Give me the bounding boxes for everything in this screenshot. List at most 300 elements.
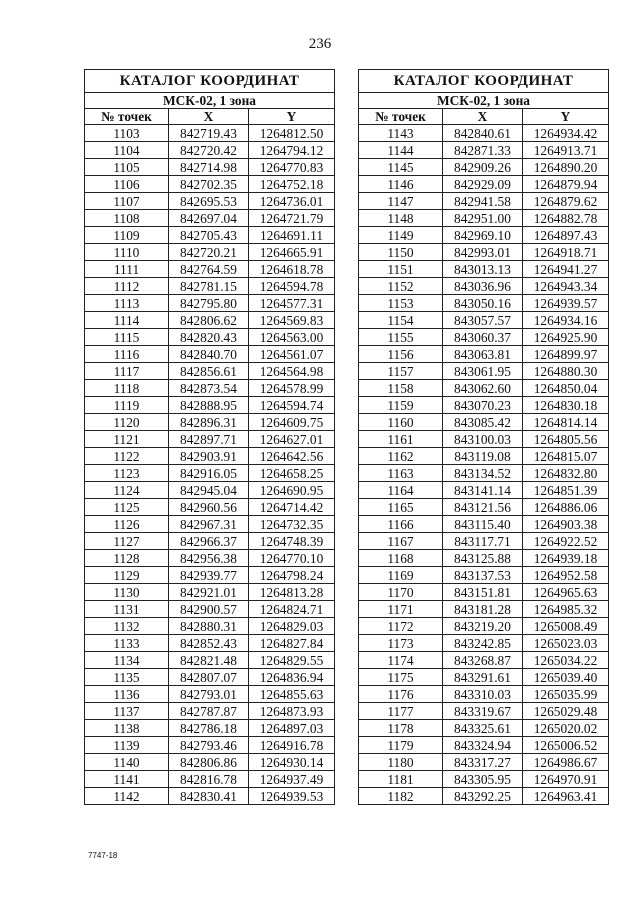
y-coordinate-cell: 1264714.42 <box>249 499 335 516</box>
x-coordinate-cell: 842695.53 <box>169 193 249 210</box>
point-number-cell: 1118 <box>85 380 169 397</box>
table-row <box>359 448 609 465</box>
table-row <box>359 295 609 312</box>
point-number-cell: 1119 <box>85 397 169 414</box>
point-number-cell: 1125 <box>85 499 169 516</box>
x-coordinate-cell: 843319.67 <box>443 703 523 720</box>
point-number-cell: 1173 <box>359 635 443 652</box>
y-coordinate-cell: 1264577.31 <box>249 295 335 312</box>
point-number-cell: 1175 <box>359 669 443 686</box>
table-row <box>85 295 335 312</box>
x-coordinate-cell: 843317.27 <box>443 754 523 771</box>
table-row <box>85 601 335 618</box>
table-title: КАТАЛОГ КООРДИНАТ <box>359 70 609 93</box>
x-coordinate-cell: 842916.05 <box>169 465 249 482</box>
table-row <box>85 261 335 278</box>
y-coordinate-cell: 1264941.27 <box>523 261 609 278</box>
point-number-cell: 1146 <box>359 176 443 193</box>
y-coordinate-cell: 1264970.91 <box>523 771 609 788</box>
x-coordinate-cell: 843119.08 <box>443 448 523 465</box>
column-header-point-number: № точек <box>85 109 169 125</box>
y-coordinate-cell: 1264609.75 <box>249 414 335 431</box>
x-coordinate-cell: 842909.26 <box>443 159 523 176</box>
table-row <box>85 414 335 431</box>
y-coordinate-cell: 1264886.06 <box>523 499 609 516</box>
point-number-cell: 1132 <box>85 618 169 635</box>
table-row <box>85 227 335 244</box>
x-coordinate-cell: 842897.71 <box>169 431 249 448</box>
point-number-cell: 1172 <box>359 618 443 635</box>
table-row <box>85 312 335 329</box>
x-coordinate-cell: 843070.23 <box>443 397 523 414</box>
x-coordinate-cell: 842806.62 <box>169 312 249 329</box>
point-number-cell: 1171 <box>359 601 443 618</box>
y-coordinate-cell: 1264879.94 <box>523 176 609 193</box>
x-coordinate-cell: 842956.38 <box>169 550 249 567</box>
x-coordinate-cell: 843125.88 <box>443 550 523 567</box>
table-row <box>85 329 335 346</box>
y-coordinate-cell: 1264830.18 <box>523 397 609 414</box>
table-row <box>359 686 609 703</box>
column-header-x: X <box>169 109 249 125</box>
y-coordinate-cell: 1264578.99 <box>249 380 335 397</box>
point-number-cell: 1170 <box>359 584 443 601</box>
table-row <box>85 720 335 737</box>
x-coordinate-cell: 842880.31 <box>169 618 249 635</box>
y-coordinate-cell: 1264985.32 <box>523 601 609 618</box>
table-row <box>85 278 335 295</box>
point-number-cell: 1104 <box>85 142 169 159</box>
point-number-cell: 1147 <box>359 193 443 210</box>
table-row <box>359 720 609 737</box>
x-coordinate-cell: 842921.01 <box>169 584 249 601</box>
x-coordinate-cell: 842781.15 <box>169 278 249 295</box>
y-coordinate-cell: 1264943.34 <box>523 278 609 295</box>
point-number-cell: 1180 <box>359 754 443 771</box>
table-row <box>85 567 335 584</box>
point-number-cell: 1133 <box>85 635 169 652</box>
x-coordinate-cell: 842697.04 <box>169 210 249 227</box>
y-coordinate-cell: 1264798.24 <box>249 567 335 584</box>
table-row <box>359 533 609 550</box>
point-number-cell: 1164 <box>359 482 443 499</box>
coordinate-catalog-table-right <box>358 69 609 805</box>
x-coordinate-cell: 843121.56 <box>443 499 523 516</box>
table-row <box>85 363 335 380</box>
table-row <box>359 635 609 652</box>
point-number-cell: 1127 <box>85 533 169 550</box>
table-row <box>359 142 609 159</box>
x-coordinate-cell: 842719.43 <box>169 125 249 142</box>
table-row <box>85 210 335 227</box>
y-coordinate-cell: 1264569.83 <box>249 312 335 329</box>
point-number-cell: 1166 <box>359 516 443 533</box>
x-coordinate-cell: 843141.14 <box>443 482 523 499</box>
x-coordinate-cell: 843310.03 <box>443 686 523 703</box>
point-number-cell: 1145 <box>359 159 443 176</box>
y-coordinate-cell: 1264930.14 <box>249 754 335 771</box>
x-coordinate-cell: 843060.37 <box>443 329 523 346</box>
y-coordinate-cell: 1264873.93 <box>249 703 335 720</box>
x-coordinate-cell: 843050.16 <box>443 295 523 312</box>
x-coordinate-cell: 843325.61 <box>443 720 523 737</box>
x-coordinate-cell: 843061.95 <box>443 363 523 380</box>
point-number-cell: 1139 <box>85 737 169 754</box>
x-coordinate-cell: 842896.31 <box>169 414 249 431</box>
table-row <box>85 142 335 159</box>
table-row <box>85 482 335 499</box>
point-number-cell: 1111 <box>85 261 169 278</box>
y-coordinate-cell: 1264897.03 <box>249 720 335 737</box>
table-body <box>85 125 335 805</box>
table-title: КАТАЛОГ КООРДИНАТ <box>85 70 335 93</box>
y-coordinate-cell: 1265020.02 <box>523 720 609 737</box>
table-row <box>85 652 335 669</box>
y-coordinate-cell: 1264939.57 <box>523 295 609 312</box>
x-coordinate-cell: 843324.94 <box>443 737 523 754</box>
x-coordinate-cell: 843291.61 <box>443 669 523 686</box>
table-row <box>85 635 335 652</box>
x-coordinate-cell: 842903.91 <box>169 448 249 465</box>
point-number-cell: 1112 <box>85 278 169 295</box>
column-header-point-number: № точек <box>359 109 443 125</box>
y-coordinate-cell: 1264986.67 <box>523 754 609 771</box>
y-coordinate-cell: 1264916.78 <box>249 737 335 754</box>
x-coordinate-cell: 843117.71 <box>443 533 523 550</box>
y-coordinate-cell: 1264913.71 <box>523 142 609 159</box>
y-coordinate-cell: 1264882.78 <box>523 210 609 227</box>
y-coordinate-cell: 1264918.71 <box>523 244 609 261</box>
y-coordinate-cell: 1264963.41 <box>523 788 609 805</box>
table-body <box>359 125 609 805</box>
y-coordinate-cell: 1264618.78 <box>249 261 335 278</box>
x-coordinate-cell: 842786.18 <box>169 720 249 737</box>
table-row <box>359 669 609 686</box>
point-number-cell: 1134 <box>85 652 169 669</box>
table-row <box>85 771 335 788</box>
x-coordinate-cell: 843085.42 <box>443 414 523 431</box>
table-row <box>359 210 609 227</box>
point-number-cell: 1168 <box>359 550 443 567</box>
table-row <box>85 465 335 482</box>
point-number-cell: 1107 <box>85 193 169 210</box>
point-number-cell: 1174 <box>359 652 443 669</box>
table-row <box>85 431 335 448</box>
y-coordinate-cell: 1264627.01 <box>249 431 335 448</box>
x-coordinate-cell: 842888.95 <box>169 397 249 414</box>
x-coordinate-cell: 842960.56 <box>169 499 249 516</box>
document-code: 7747-18 <box>88 851 118 860</box>
x-coordinate-cell: 842967.31 <box>169 516 249 533</box>
point-number-cell: 1149 <box>359 227 443 244</box>
x-coordinate-cell: 842941.58 <box>443 193 523 210</box>
x-coordinate-cell: 842871.33 <box>443 142 523 159</box>
x-coordinate-cell: 843219.20 <box>443 618 523 635</box>
y-coordinate-cell: 1264903.38 <box>523 516 609 533</box>
x-coordinate-cell: 843134.52 <box>443 465 523 482</box>
y-coordinate-cell: 1264752.18 <box>249 176 335 193</box>
point-number-cell: 1106 <box>85 176 169 193</box>
y-coordinate-cell: 1264922.52 <box>523 533 609 550</box>
y-coordinate-cell: 1264563.00 <box>249 329 335 346</box>
x-coordinate-cell: 842945.04 <box>169 482 249 499</box>
y-coordinate-cell: 1264850.04 <box>523 380 609 397</box>
y-coordinate-cell: 1264690.95 <box>249 482 335 499</box>
table-row <box>85 499 335 516</box>
table-subtitle: МСК-02, 1 зона <box>359 93 609 109</box>
point-number-cell: 1108 <box>85 210 169 227</box>
y-coordinate-cell: 1264665.91 <box>249 244 335 261</box>
x-coordinate-cell: 842900.57 <box>169 601 249 618</box>
x-coordinate-cell: 842969.10 <box>443 227 523 244</box>
point-number-cell: 1150 <box>359 244 443 261</box>
point-number-cell: 1140 <box>85 754 169 771</box>
table-row <box>85 346 335 363</box>
table-row <box>359 584 609 601</box>
point-number-cell: 1121 <box>85 431 169 448</box>
x-coordinate-cell: 842806.86 <box>169 754 249 771</box>
y-coordinate-cell: 1264824.71 <box>249 601 335 618</box>
y-coordinate-cell: 1264770.10 <box>249 550 335 567</box>
x-coordinate-cell: 842852.43 <box>169 635 249 652</box>
y-coordinate-cell: 1264642.56 <box>249 448 335 465</box>
y-coordinate-cell: 1264658.25 <box>249 465 335 482</box>
table-row <box>85 244 335 261</box>
point-number-cell: 1167 <box>359 533 443 550</box>
table-row <box>85 584 335 601</box>
point-number-cell: 1123 <box>85 465 169 482</box>
table-row <box>359 499 609 516</box>
y-coordinate-cell: 1265023.03 <box>523 635 609 652</box>
point-number-cell: 1120 <box>85 414 169 431</box>
table-row <box>85 550 335 567</box>
table-row <box>85 669 335 686</box>
table-row <box>359 312 609 329</box>
y-coordinate-cell: 1264879.62 <box>523 193 609 210</box>
table-row <box>359 380 609 397</box>
point-number-cell: 1143 <box>359 125 443 142</box>
y-coordinate-cell: 1264832.80 <box>523 465 609 482</box>
x-coordinate-cell: 842705.43 <box>169 227 249 244</box>
table-row <box>359 618 609 635</box>
x-coordinate-cell: 843062.60 <box>443 380 523 397</box>
point-number-cell: 1128 <box>85 550 169 567</box>
table-row <box>359 193 609 210</box>
point-number-cell: 1137 <box>85 703 169 720</box>
y-coordinate-cell: 1264829.03 <box>249 618 335 635</box>
x-coordinate-cell: 843057.57 <box>443 312 523 329</box>
table-row <box>359 261 609 278</box>
point-number-cell: 1163 <box>359 465 443 482</box>
x-coordinate-cell: 842830.41 <box>169 788 249 805</box>
y-coordinate-cell: 1265008.49 <box>523 618 609 635</box>
point-number-cell: 1126 <box>85 516 169 533</box>
table-row <box>359 176 609 193</box>
table-row <box>359 397 609 414</box>
table-row <box>359 329 609 346</box>
x-coordinate-cell: 842929.09 <box>443 176 523 193</box>
x-coordinate-cell: 842720.21 <box>169 244 249 261</box>
y-coordinate-cell: 1264564.98 <box>249 363 335 380</box>
table-row <box>359 465 609 482</box>
table-row <box>359 754 609 771</box>
x-coordinate-cell: 842793.46 <box>169 737 249 754</box>
page-number: 236 <box>308 36 332 52</box>
table-row <box>359 278 609 295</box>
point-number-cell: 1131 <box>85 601 169 618</box>
table-row <box>359 244 609 261</box>
y-coordinate-cell: 1265034.22 <box>523 652 609 669</box>
point-number-cell: 1153 <box>359 295 443 312</box>
y-coordinate-cell: 1264937.49 <box>249 771 335 788</box>
x-coordinate-cell: 842793.01 <box>169 686 249 703</box>
x-coordinate-cell: 842939.77 <box>169 567 249 584</box>
table-row <box>359 567 609 584</box>
y-coordinate-cell: 1264934.42 <box>523 125 609 142</box>
x-coordinate-cell: 842764.59 <box>169 261 249 278</box>
y-coordinate-cell: 1264812.50 <box>249 125 335 142</box>
y-coordinate-cell: 1264836.94 <box>249 669 335 686</box>
x-coordinate-cell: 842820.43 <box>169 329 249 346</box>
x-coordinate-cell: 842966.37 <box>169 533 249 550</box>
y-coordinate-cell: 1264594.78 <box>249 278 335 295</box>
y-coordinate-cell: 1264829.55 <box>249 652 335 669</box>
point-number-cell: 1178 <box>359 720 443 737</box>
y-coordinate-cell: 1264805.56 <box>523 431 609 448</box>
x-coordinate-cell: 842993.01 <box>443 244 523 261</box>
table-row <box>85 193 335 210</box>
table-row <box>359 788 609 805</box>
y-coordinate-cell: 1264897.43 <box>523 227 609 244</box>
point-number-cell: 1181 <box>359 771 443 788</box>
y-coordinate-cell: 1264890.20 <box>523 159 609 176</box>
point-number-cell: 1110 <box>85 244 169 261</box>
table-row <box>85 448 335 465</box>
point-number-cell: 1182 <box>359 788 443 805</box>
table-row <box>85 754 335 771</box>
point-number-cell: 1159 <box>359 397 443 414</box>
table-row <box>359 703 609 720</box>
x-coordinate-cell: 843137.53 <box>443 567 523 584</box>
x-coordinate-cell: 842787.87 <box>169 703 249 720</box>
table-subtitle: МСК-02, 1 зона <box>85 93 335 109</box>
y-coordinate-cell: 1264813.28 <box>249 584 335 601</box>
table-row <box>85 125 335 142</box>
point-number-cell: 1141 <box>85 771 169 788</box>
y-coordinate-cell: 1264925.90 <box>523 329 609 346</box>
y-coordinate-cell: 1264594.74 <box>249 397 335 414</box>
point-number-cell: 1142 <box>85 788 169 805</box>
point-number-cell: 1151 <box>359 261 443 278</box>
point-number-cell: 1103 <box>85 125 169 142</box>
table-row <box>359 601 609 618</box>
table-row <box>85 618 335 635</box>
table-row <box>85 686 335 703</box>
table-row <box>85 397 335 414</box>
table-row <box>359 482 609 499</box>
x-coordinate-cell: 843268.87 <box>443 652 523 669</box>
y-coordinate-cell: 1264880.30 <box>523 363 609 380</box>
x-coordinate-cell: 842951.00 <box>443 210 523 227</box>
point-number-cell: 1177 <box>359 703 443 720</box>
x-coordinate-cell: 843305.95 <box>443 771 523 788</box>
table-row <box>359 431 609 448</box>
point-number-cell: 1160 <box>359 414 443 431</box>
y-coordinate-cell: 1265039.40 <box>523 669 609 686</box>
y-coordinate-cell: 1265029.48 <box>523 703 609 720</box>
x-coordinate-cell: 843115.40 <box>443 516 523 533</box>
point-number-cell: 1135 <box>85 669 169 686</box>
y-coordinate-cell: 1264815.07 <box>523 448 609 465</box>
point-number-cell: 1152 <box>359 278 443 295</box>
x-coordinate-cell: 842702.35 <box>169 176 249 193</box>
table-row <box>359 771 609 788</box>
x-coordinate-cell: 842720.42 <box>169 142 249 159</box>
y-coordinate-cell: 1264965.63 <box>523 584 609 601</box>
point-number-cell: 1157 <box>359 363 443 380</box>
point-number-cell: 1138 <box>85 720 169 737</box>
point-number-cell: 1155 <box>359 329 443 346</box>
y-coordinate-cell: 1264770.83 <box>249 159 335 176</box>
x-coordinate-cell: 843292.25 <box>443 788 523 805</box>
x-coordinate-cell: 842821.48 <box>169 652 249 669</box>
point-number-cell: 1161 <box>359 431 443 448</box>
x-coordinate-cell: 843100.03 <box>443 431 523 448</box>
x-coordinate-cell: 842807.07 <box>169 669 249 686</box>
x-coordinate-cell: 842873.54 <box>169 380 249 397</box>
y-coordinate-cell: 1264934.16 <box>523 312 609 329</box>
y-coordinate-cell: 1264721.79 <box>249 210 335 227</box>
point-number-cell: 1113 <box>85 295 169 312</box>
table-row <box>85 737 335 754</box>
point-number-cell: 1116 <box>85 346 169 363</box>
x-coordinate-cell: 842856.61 <box>169 363 249 380</box>
y-coordinate-cell: 1264851.39 <box>523 482 609 499</box>
y-coordinate-cell: 1264899.97 <box>523 346 609 363</box>
x-coordinate-cell: 842816.78 <box>169 771 249 788</box>
table-row <box>359 652 609 669</box>
point-number-cell: 1122 <box>85 448 169 465</box>
point-number-cell: 1124 <box>85 482 169 499</box>
table-row <box>359 227 609 244</box>
point-number-cell: 1154 <box>359 312 443 329</box>
column-header-y: Y <box>249 109 335 125</box>
point-number-cell: 1156 <box>359 346 443 363</box>
point-number-cell: 1136 <box>85 686 169 703</box>
table-row <box>85 176 335 193</box>
table-row <box>85 159 335 176</box>
table-row <box>359 346 609 363</box>
point-number-cell: 1158 <box>359 380 443 397</box>
y-coordinate-cell: 1264952.58 <box>523 567 609 584</box>
column-header-y: Y <box>523 109 609 125</box>
y-coordinate-cell: 1264748.39 <box>249 533 335 550</box>
table-row <box>359 516 609 533</box>
point-number-cell: 1165 <box>359 499 443 516</box>
table-row <box>85 533 335 550</box>
table-row <box>359 363 609 380</box>
y-coordinate-cell: 1265035.99 <box>523 686 609 703</box>
y-coordinate-cell: 1264814.14 <box>523 414 609 431</box>
point-number-cell: 1130 <box>85 584 169 601</box>
table-row <box>85 380 335 397</box>
y-coordinate-cell: 1264736.01 <box>249 193 335 210</box>
y-coordinate-cell: 1264794.12 <box>249 142 335 159</box>
x-coordinate-cell: 843063.81 <box>443 346 523 363</box>
table-row <box>85 516 335 533</box>
x-coordinate-cell: 843036.96 <box>443 278 523 295</box>
point-number-cell: 1169 <box>359 567 443 584</box>
